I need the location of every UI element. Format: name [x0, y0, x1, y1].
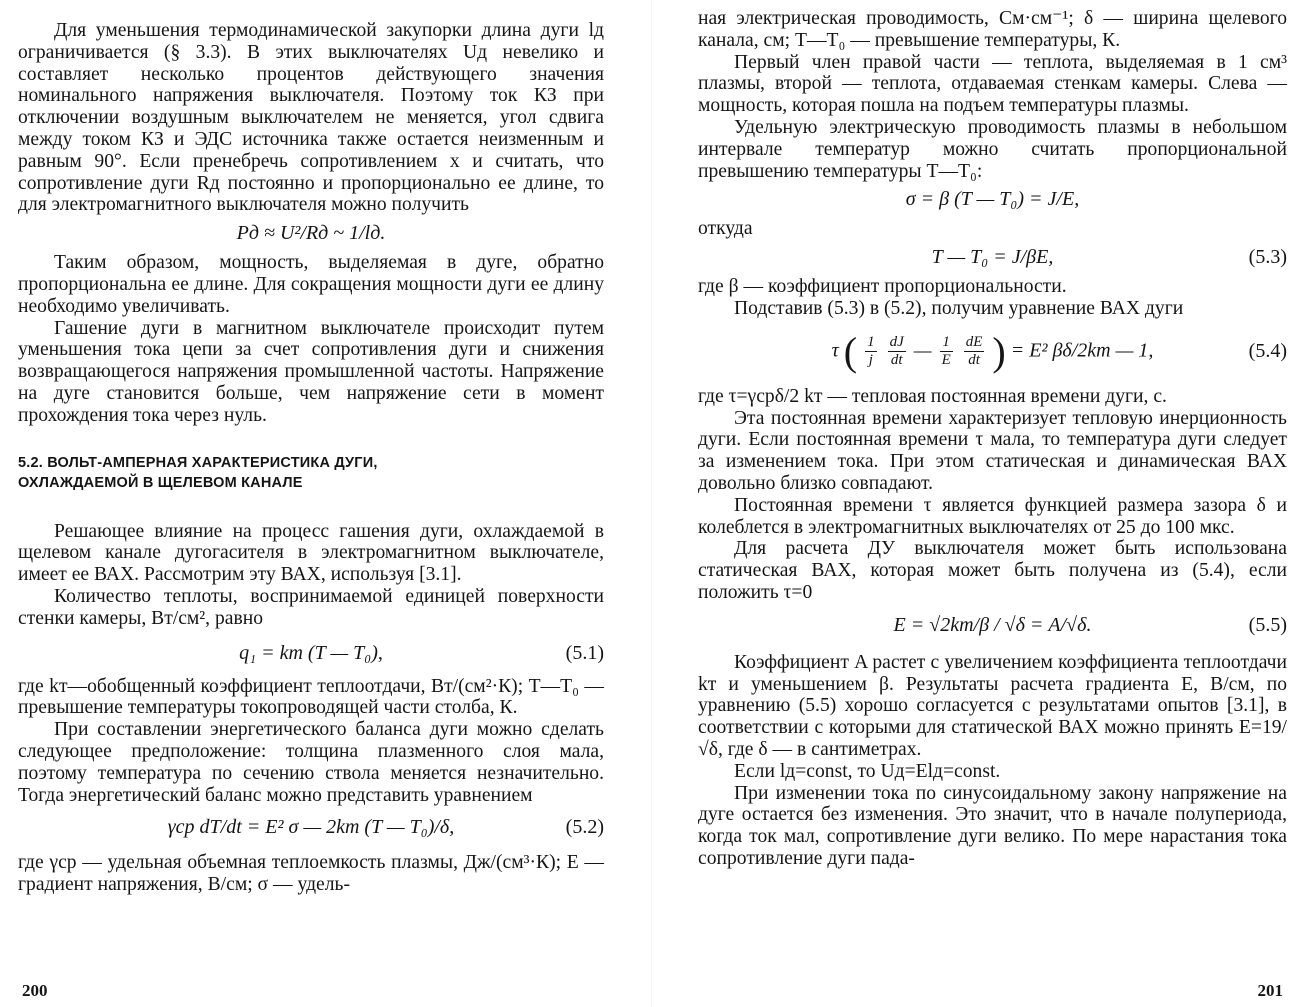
- paragraph: Эта постоянная времени характеризует тепловую инерционность дуги. Если постоянная времени τ мала, то температура дуги следует за изменением тока. При этом статическая и динамическая ВАХ довольно близко совпадают.: [698, 407, 1287, 494]
- paragraph: Постоянная времени τ является функцией размера зазора δ и колеблется в электромагнитных выключателях от 25 до 100 мкс.: [698, 494, 1287, 538]
- formula-body: γcp dT/dt = E² σ — 2kт (T — T₀)/δ,: [167, 816, 455, 839]
- denominator: j: [868, 352, 873, 369]
- formula-body: q₁ = kт (T — T₀),: [239, 641, 383, 664]
- numerator: 1: [867, 334, 875, 351]
- denominator: dt: [890, 352, 903, 369]
- paragraph: Подставив (5.3) в (5.2), получим уравнение ВАХ дуги: [734, 297, 1184, 319]
- section-heading-line: 5.2. ВОЛЬТ-АМПЕРНАЯ ХАРАКТЕРИСТИКА ДУГИ,: [18, 454, 378, 471]
- equation-number: (5.5): [1248, 613, 1287, 636]
- paragraph: где τ=γcpδ/2 kт — тепловая постоянная времени дуги, с.: [698, 385, 1167, 407]
- formula-5-3: [698, 246, 1287, 270]
- paragraph: Для расчета ДУ выключателя может быть использована статическая ВАХ, которая может быть получена из (5.4), если положить τ=0: [698, 538, 1287, 603]
- formula-body: σ = β (T — T₀) = J/E,: [905, 188, 1080, 211]
- paren-right: ): [992, 328, 1006, 374]
- section-heading: [18, 453, 604, 493]
- formula-rhs: = E² βδ/2kт — 1,: [1010, 339, 1154, 362]
- fraction: [964, 334, 985, 369]
- equation-number: (5.4): [1248, 339, 1287, 362]
- numerator: 1: [940, 334, 953, 352]
- denominator: E: [941, 352, 951, 369]
- paragraph: Решающее влияние на процесс гашения дуги, охлаждаемой в щелевом канале дугогасителя в электромагнитном выключателе, имеет ее ВАХ. Рассмотрим эту ВАХ, используя [3.1].: [18, 520, 604, 586]
- fraction: [940, 334, 953, 369]
- paragraph: При изменении тока по синусоидальному закону напряжение на дуге остается без изменения. Это значит, что в начале полупериода, когда ток мал, сопротивление дуги велико. По мере нарастания тока сопротивление дуги пада-: [698, 782, 1287, 869]
- equation-number: (5.2): [565, 816, 604, 839]
- formula-body: T — T₀ = J/βE,: [931, 246, 1054, 269]
- equation-number: (5.1): [565, 641, 604, 664]
- paragraph: Первый член правой части — теплота, выделяемая в 1 см³ плазмы, второй — теплота, отдаваемая стенкам камеры. Слева — мощность, которая пошла на подъем температуры плазмы.: [698, 51, 1287, 117]
- paragraph: Удельную электрическую проводимость плазмы в небольшом интервале температур можно считать пропорциональной превышению температуры T—T₀:: [698, 116, 1287, 182]
- page-number: 200: [22, 981, 48, 1000]
- formula-5-4: [698, 328, 1287, 376]
- paragraph: Коэффициент A растет с увеличением коэффициента теплоотдачи kт и уменьшением β. Результаты расчета градиента E, В/см, по уравнению (5.5) хорошо согласуется с результатами опытов [3.1], в соответствии с которыми для статической ВАХ можно принять E=19/√δ, где δ — в сантиметрах.: [698, 651, 1287, 760]
- numerator: dE: [965, 334, 983, 351]
- formula-body: [832, 328, 1154, 372]
- paragraph: Для уменьшения термодинамической закупорки длина дуги lд ограничивается (§ 3.3). В этих выключателях Uд невелико и составляет несколько процентов действующего значения номинального напряжения выключателя. Поэтому ток КЗ при отключении воздушным выключателем не меняется, угол сдвига между током КЗ и ЭДС источника также остается неизменным и равным 90°. Если пренебречь сопротивлением x и считать, что сопротивление дуги Rд постоянно и пропорционально ее длине, то для электромагнитного выключателя можно получить: [18, 20, 604, 216]
- paragraph: откуда: [698, 218, 753, 240]
- fraction: [865, 334, 877, 369]
- tau-symbol: τ: [831, 339, 839, 362]
- paren-left: (: [843, 328, 858, 374]
- paragraph: Таким образом, мощность, выделяемая в дуге, обратно пропорциональна ее длине. Для сокращения мощности дуги ее длину необходимо увеличивать.: [18, 252, 604, 317]
- numerator: dJ: [889, 334, 904, 351]
- paragraph: Количество теплоты, воспринимаемой единицей поверхности стенки камеры, Вт/см², равно: [18, 585, 604, 629]
- right-page: [652, 0, 1305, 1007]
- paragraph: где β — коэффициент пропорциональности.: [698, 276, 1067, 298]
- section-heading-line: ОХЛАЖДАЕМОЙ В ЩЕЛЕВОМ КАНАЛЕ: [18, 474, 303, 491]
- paragraph: где γcp — удельная объемная теплоемкость плазмы, Дж/(см³·К); E — градиент напряжения, В/см; σ — удель-: [18, 852, 604, 896]
- equation-number: (5.3): [1248, 246, 1287, 269]
- formula-5-1: [18, 642, 604, 666]
- minus-sign: —: [913, 339, 932, 362]
- paragraph: При составлении энергетического баланса дуги можно сделать следующее предположение: толщина плазменного слоя мала, поэтому температура по сечению ствола меняется незначительно. Тогда энергетический баланс можно представить уравнением: [18, 719, 604, 806]
- formula-body: E = √2kт/β / √δ = A/√δ.: [893, 613, 1092, 636]
- formula-body: Pд ≈ U²/Rд ~ 1/lд.: [236, 222, 386, 245]
- formula-5-5: [698, 614, 1287, 638]
- left-page: [0, 0, 652, 1007]
- formula-power: [18, 222, 604, 246]
- formula-5-2: [18, 816, 604, 840]
- paragraph: Гашение дуги в магнитном выключателе происходит путем уменьшения тока цепи за счет сопротивления дуги и снижения возвращающегося напряжения промышленной частоты. Напряжение на дуге становится больше, чем напряжение сети в момент прохождения тока через нуль.: [18, 317, 604, 426]
- denominator: dt: [968, 352, 980, 369]
- paragraph: где kт—обобщенный коэффициент теплоотдачи, Вт/(см²·К); T—T₀ — превышение температуры токопроводящей части столба, К.: [18, 675, 604, 719]
- paragraph: ная электрическая проводимость, См·см⁻¹; δ — ширина щелевого канала, см; T—T₀ — превышение температуры, К.: [698, 8, 1287, 51]
- paragraph: Если lд=const, то Uд=Elд=const.: [734, 760, 1001, 782]
- formula-sigma: [698, 188, 1287, 212]
- fraction: [888, 334, 906, 369]
- page-number: 201: [1257, 981, 1283, 1000]
